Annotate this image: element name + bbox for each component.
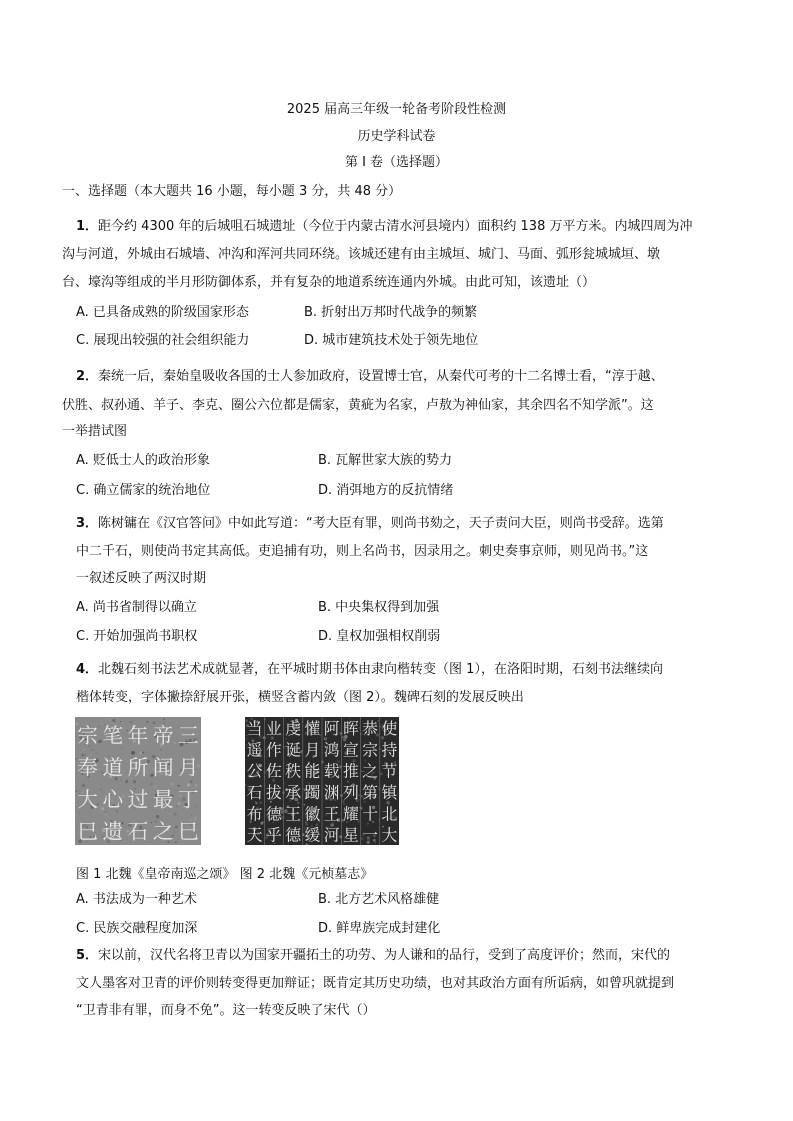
rubbing-character: 月 bbox=[178, 755, 199, 780]
rubbing-speckle bbox=[85, 747, 87, 749]
rubbing-speckle bbox=[190, 780, 193, 783]
rubbing-speckle bbox=[90, 748, 94, 752]
question-2-number: 2． bbox=[76, 369, 99, 384]
volume-title: 第 I 卷（选择题） bbox=[344, 155, 449, 170]
question-5-line-2: 文人墨客对卫青的评价则转变得更加辩证；既肯定其历史功绩，也对其政治方面有所诟病，如曾巩就提到 bbox=[76, 976, 675, 991]
rubbing-character: 鸿 bbox=[323, 740, 340, 760]
rubbing-speckle bbox=[99, 768, 101, 770]
question-3-option-b[interactable]: B. 中央集权得到加强 bbox=[318, 600, 440, 615]
rubbing-speckle bbox=[131, 751, 135, 755]
rubbing-character: 丁 bbox=[178, 787, 199, 812]
question-5-number: 5． bbox=[76, 948, 99, 963]
rubbing-speckle bbox=[100, 771, 101, 772]
question-2-line-3: 一举措试图 bbox=[62, 424, 128, 439]
rubbing-character: 石 bbox=[246, 783, 263, 803]
rubbing-character: 之 bbox=[362, 761, 379, 781]
rubbing-character: 德 bbox=[285, 825, 302, 845]
rubbing-character: 遗 bbox=[102, 819, 124, 844]
rubbing-character: 闻 bbox=[152, 755, 174, 780]
question-4-line-2: 楷体转变，字体撇捺舒展开张，横竖含蓄内敛（图 2）。魏碑石刻的发展反映出 bbox=[76, 690, 524, 705]
rubbing-speckle bbox=[174, 813, 177, 816]
rubbing-speckle bbox=[125, 803, 126, 804]
question-1-line-2: 沟与河道，外城由石城墙、冲沟和浑河共同环绕。该城还建有由主城垣、城门、马面、弧形瓮城城垣、墩 bbox=[62, 247, 661, 262]
rubbing-character: 第 bbox=[362, 783, 379, 803]
question-2-line-1: 2．秦统一后，秦始皇吸收各国的士人参加政府，设置博士官，从秦代可考的十二名博士看，“淳于越、 bbox=[76, 369, 664, 384]
rubbing-speckle bbox=[123, 773, 125, 775]
rubbing-character: 诞 bbox=[285, 740, 302, 760]
rubbing-character: 耀 bbox=[342, 804, 359, 824]
rubbing-speckle bbox=[379, 724, 380, 725]
question-5-line-3: “卫青非有罪，而身不免”。这一转变反映了宋代（） bbox=[76, 1003, 376, 1018]
rubbing-speckle bbox=[133, 720, 134, 721]
rubbing-character: 大 bbox=[77, 787, 98, 812]
rubbing-speckle bbox=[92, 719, 95, 722]
rubbing-character: 虔 bbox=[285, 719, 302, 739]
rubbing-speckle bbox=[76, 815, 77, 816]
rubbing-speckle bbox=[113, 721, 114, 722]
rubbing-speckle bbox=[398, 754, 399, 755]
rubbing-character: 宗 bbox=[77, 723, 98, 748]
question-2-option-a[interactable]: A. 贬低士人的政治形象 bbox=[76, 453, 210, 468]
rubbing-character: 佐 bbox=[265, 761, 282, 781]
rubbing-image-1 bbox=[75, 717, 201, 845]
rubbing-character: 河 bbox=[323, 825, 340, 845]
rubbing-speckle bbox=[115, 784, 116, 785]
rubbing-speckle bbox=[156, 815, 160, 819]
rubbing-speckle bbox=[123, 779, 127, 783]
rubbing-character: 缓 bbox=[304, 825, 321, 845]
rubbing-speckle bbox=[160, 749, 162, 751]
rubbing-character: 宗 bbox=[362, 740, 379, 760]
rubbing-image-2 bbox=[245, 717, 399, 845]
question-1-option-a[interactable]: A. 已具备成熟的阶级国家形态 bbox=[76, 305, 249, 320]
question-2-option-d[interactable]: D. 消弭地方的反抗情绪 bbox=[318, 483, 454, 498]
rubbing-speckle bbox=[139, 751, 143, 755]
rubbing-speckle bbox=[104, 718, 107, 721]
rubbing-character: 躅 bbox=[304, 783, 321, 803]
question-3-number: 3． bbox=[76, 516, 99, 531]
question-4-number: 4． bbox=[76, 662, 99, 677]
rubbing-character: 最 bbox=[152, 787, 174, 812]
question-2-line-2: 伏胜、叔孙通、羊子、李克、圈公六位都是儒家，黄疵为名家，卢敖为神仙家，其余四名不知学派”。这 bbox=[62, 398, 654, 413]
rubbing-speckle bbox=[145, 753, 147, 755]
rubbing-speckle bbox=[191, 814, 193, 816]
rubbing-speckle bbox=[187, 783, 190, 786]
rubbing-speckle bbox=[359, 727, 360, 728]
rubbing-character: 王 bbox=[285, 804, 302, 824]
question-2-option-c[interactable]: C. 确立儒家的统治地位 bbox=[76, 483, 211, 498]
rubbing-speckle bbox=[174, 742, 176, 744]
rubbing-character: 德 bbox=[265, 804, 282, 824]
rubbing-speckle bbox=[163, 718, 165, 720]
rubbing-speckle bbox=[339, 732, 342, 735]
rubbing-character: 一 bbox=[362, 825, 379, 845]
rubbing-speckle bbox=[120, 721, 121, 722]
rubbing-character: 作 bbox=[265, 740, 282, 760]
rubbing-character: 使 bbox=[381, 719, 398, 739]
rubbing-character: 恭 bbox=[362, 719, 379, 739]
rubbing-character: 帝 bbox=[152, 723, 174, 748]
rubbing-character: 星 bbox=[342, 825, 359, 845]
rubbing-speckle bbox=[97, 753, 98, 754]
rubbing-character: 能 bbox=[304, 761, 321, 781]
rubbing-speckle bbox=[175, 841, 177, 843]
rubbing-character: 所 bbox=[127, 755, 149, 780]
rubbing-character: 承 bbox=[285, 783, 302, 803]
rubbing-character: 公 bbox=[246, 761, 263, 781]
rubbing-character: 北 bbox=[381, 804, 398, 824]
rubbing-character: 镇 bbox=[381, 783, 398, 803]
rubbing-character: 乎 bbox=[265, 825, 282, 845]
rubbing-character: 秩 bbox=[285, 761, 302, 781]
rubbing-speckle bbox=[108, 718, 109, 719]
question-3-option-a[interactable]: A. 尚书省制得以确立 bbox=[76, 600, 197, 615]
rubbing-character: 徽 bbox=[304, 804, 321, 824]
figure-caption: 图 1 北魏《皇帝南巡之颂》 图 2 北魏《元桢墓志》 bbox=[76, 867, 374, 882]
rubbing-speckle bbox=[300, 760, 301, 761]
question-1-option-d[interactable]: D. 城市建筑技术处于领先地位 bbox=[304, 333, 479, 348]
rubbing-speckle bbox=[83, 750, 85, 752]
rubbing-speckle bbox=[123, 732, 125, 734]
rubbing-speckle bbox=[83, 752, 84, 753]
rubbing-character: 巳 bbox=[77, 819, 98, 844]
question-4-option-b[interactable]: B. 北方艺术风格雄健 bbox=[318, 892, 440, 907]
question-3-line-2: 中二千石，则使尚书定其高低。吏追捕有功，则上名尚书，因录用之。刺史奏事京师，则见尚书。”这 bbox=[76, 544, 649, 559]
rubbing-speckle bbox=[169, 813, 171, 815]
rubbing-character: 巳 bbox=[178, 819, 199, 844]
rubbing-character: 三 bbox=[178, 723, 199, 748]
rubbing-character: 宣 bbox=[342, 740, 359, 760]
rubbing-2-svg bbox=[245, 717, 399, 845]
question-1-option-c[interactable]: C. 展现出较强的社会组织能力 bbox=[76, 333, 250, 348]
question-3-option-d[interactable]: D. 皇权加强相权削弱 bbox=[318, 629, 441, 644]
exam-title: 2025 届高三年级一轮备考阶段性检测 bbox=[286, 102, 507, 117]
rubbing-character: 渊 bbox=[323, 783, 340, 803]
rubbing-character: 月 bbox=[304, 740, 321, 760]
rubbing-1-svg bbox=[75, 717, 201, 845]
rubbing-speckle bbox=[89, 815, 91, 817]
rubbing-character: 布 bbox=[246, 804, 263, 824]
rubbing-character: 当 bbox=[246, 719, 263, 739]
rubbing-character: 天 bbox=[246, 825, 263, 845]
rubbing-speckle bbox=[105, 813, 108, 816]
rubbing-speckle bbox=[142, 752, 144, 754]
rubbing-character: 之 bbox=[152, 819, 174, 844]
question-3-line-3: 一叙述反映了两汉时期 bbox=[76, 571, 207, 586]
rubbing-speckle bbox=[89, 811, 91, 813]
rubbing-character: 列 bbox=[342, 783, 359, 803]
rubbing-character: 遥 bbox=[246, 740, 263, 760]
rubbing-speckle bbox=[156, 781, 159, 784]
rubbing-character: 王 bbox=[323, 804, 340, 824]
rubbing-character: 道 bbox=[102, 755, 124, 780]
rubbing-speckle bbox=[199, 792, 200, 793]
rubbing-character: 心 bbox=[102, 787, 124, 812]
rubbing-speckle bbox=[339, 835, 342, 838]
rubbing-speckle bbox=[340, 751, 341, 752]
question-1-line-3: 台、壕沟等组成的半月形防御体系，并有复杂的地道系统连通内外城。由此可知，该遗址（） bbox=[62, 275, 596, 290]
question-1-option-b[interactable]: B. 折射出万邦时代战争的频繁 bbox=[304, 305, 478, 320]
rubbing-character: 十 bbox=[362, 804, 379, 824]
rubbing-speckle bbox=[107, 815, 111, 819]
question-1-number: 1． bbox=[76, 219, 99, 234]
rubbing-character: 阿 bbox=[323, 719, 340, 739]
rubbing-speckle bbox=[170, 782, 173, 785]
rubbing-character: 晖 bbox=[342, 719, 359, 739]
rubbing-character: 载 bbox=[323, 761, 340, 781]
rubbing-character: 笔 bbox=[102, 723, 124, 748]
rubbing-character: 过 bbox=[127, 787, 149, 812]
rubbing-speckle bbox=[195, 784, 198, 787]
rubbing-character: 持 bbox=[381, 740, 398, 760]
rubbing-speckle bbox=[112, 719, 115, 722]
question-2-option-b[interactable]: B. 瓦解世家大族的势力 bbox=[318, 453, 453, 468]
rubbing-speckle bbox=[178, 785, 180, 787]
rubbing-speckle bbox=[103, 785, 104, 786]
rubbing-character: 业 bbox=[265, 719, 282, 739]
rubbing-speckle bbox=[78, 813, 80, 815]
question-1-line-1: 1．距今约 4300 年的后城咀石城遗址（今位于内蒙古清水河县境内）面积约 138 万平方米。内城四周为冲 bbox=[76, 219, 693, 234]
rubbing-character: 推 bbox=[342, 761, 359, 781]
rubbing-speckle bbox=[124, 744, 125, 745]
rubbing-character: 石 bbox=[127, 819, 149, 844]
rubbing-speckle bbox=[149, 782, 152, 785]
rubbing-speckle bbox=[174, 832, 176, 834]
question-4-option-d[interactable]: D. 鲜卑族完成封建化 bbox=[318, 921, 441, 936]
question-3-line-1: 3．陈树镛在《汉官答问》中如此写道：“考大臣有罪，则尚书劾之，天子责问大臣，则尚书受辞。选第 bbox=[76, 516, 664, 531]
section-heading: 一、选择题（本大题共 16 小题，每小题 3 分，共 48 分） bbox=[62, 184, 402, 199]
rubbing-speckle bbox=[133, 780, 136, 783]
question-4-line-1: 4．北魏石刻书法艺术成就显著，在平城时期书体由隶向楷转变（图 1），在洛阳时期，石刻书法继续向 bbox=[76, 662, 663, 677]
rubbing-speckle bbox=[120, 747, 122, 749]
question-3-option-c[interactable]: C. 开始加强尚书职权 bbox=[76, 629, 198, 644]
rubbing-speckle bbox=[197, 754, 198, 755]
rubbing-character: 大 bbox=[381, 825, 398, 845]
question-4-option-a[interactable]: A. 书法成为一种艺术 bbox=[76, 892, 197, 907]
question-5-line-1: 5．宋以前，汉代名将卫青以为国家开疆拓土的功劳、为人谦和的品行，受到了高度评价；然而，宋代的 bbox=[76, 948, 671, 963]
rubbing-character: 懽 bbox=[304, 719, 321, 739]
subject-title: 历史学科试卷 bbox=[357, 129, 436, 144]
rubbing-character: 年 bbox=[127, 723, 149, 748]
rubbing-speckle bbox=[197, 816, 198, 817]
rubbing-character: 奉 bbox=[77, 755, 98, 780]
rubbing-speckle bbox=[79, 816, 80, 817]
rubbing-speckle bbox=[99, 726, 100, 727]
question-4-option-c[interactable]: C. 民族交融程度加深 bbox=[76, 921, 198, 936]
rubbing-character: 节 bbox=[381, 761, 398, 781]
rubbing-character: 拔 bbox=[265, 783, 282, 803]
